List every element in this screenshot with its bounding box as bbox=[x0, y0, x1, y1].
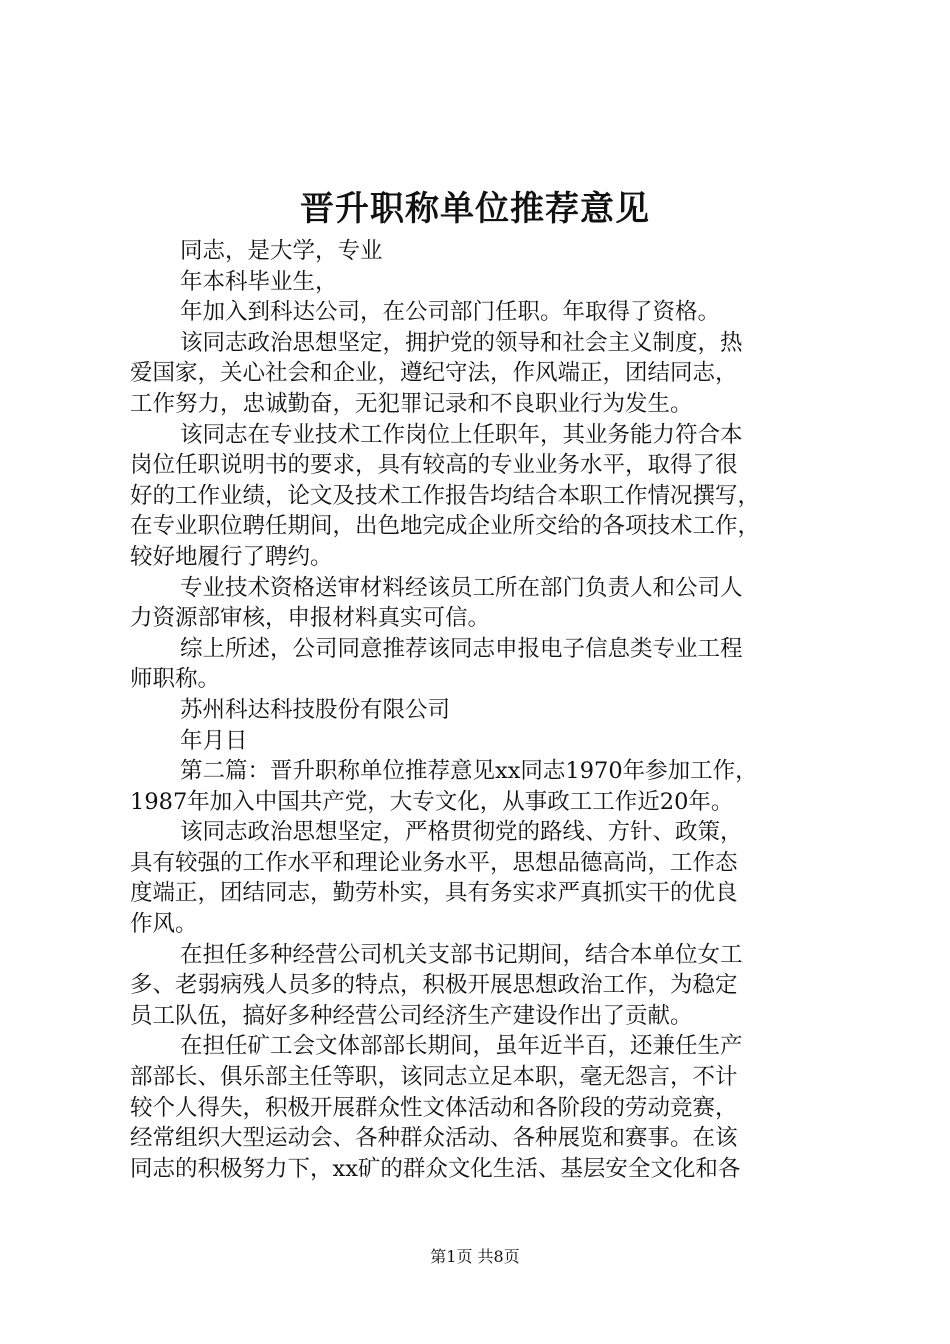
body-line: 1987年加入中国共产党，大专文化，从事政工工作近20年。 bbox=[130, 788, 734, 815]
body-line: 部部长、俱乐部主任等职，该同志立足本职，毫无怨言，不计 bbox=[130, 1064, 738, 1091]
body-line: 综上所述，公司同意推荐该同志申报电子信息类专业工程 bbox=[180, 635, 743, 662]
body-line: 该同志政治思想坚定，拥护党的领导和社会主义制度，热 bbox=[180, 329, 743, 356]
body-line: 年本科毕业生， bbox=[180, 268, 338, 295]
body-line: 同志的积极努力下，xx矿的群众文化生活、基层安全文化和各 bbox=[130, 1155, 741, 1182]
body-line: 师职称。 bbox=[130, 666, 221, 693]
body-line: 在担任矿工会文体部部长期间，虽年近半百，还兼任生产 bbox=[180, 1033, 743, 1060]
body-line: 较个人得失，积极开展群众性文体活动和各阶段的劳动竞赛， bbox=[130, 1094, 738, 1121]
body-line: 经常组织大型运动会、各种群众活动、各种展览和赛事。在该 bbox=[130, 1125, 738, 1152]
body-line: 同志，是大学，专业 bbox=[180, 238, 383, 264]
body-line: 力资源部审核，申报材料真实可信。 bbox=[130, 605, 491, 632]
body-line: 好的工作业绩，论文及技术工作报告均结合本职工作情况撰写， bbox=[130, 482, 761, 509]
page-footer: 第1页 共8页 bbox=[430, 1247, 520, 1266]
body-line: 作风。 bbox=[130, 911, 198, 938]
body-line: 在专业职位聘任期间，出色地完成企业所交给的各项技术工作， bbox=[130, 513, 761, 540]
body-line: 较好地履行了聘约。 bbox=[130, 543, 333, 570]
document-title: 晋升职称单位推荐意见 bbox=[300, 189, 650, 229]
body-line: 爱国家，关心社会和企业，遵纪守法，作风端正，团结同志， bbox=[130, 360, 738, 387]
body-line: 在担任多种经营公司机关支部书记期间，结合本单位女工 bbox=[180, 941, 743, 968]
body-line: 岗位任职说明书的要求，具有较高的专业业务水平，取得了很 bbox=[130, 452, 738, 479]
body-line: 工作努力，忠诚勤奋，无犯罪记录和不良职业行为发生。 bbox=[130, 390, 693, 417]
body-line: 多、老弱病残人员多的特点，积极开展思想政治工作，为稳定 bbox=[130, 972, 738, 999]
body-line: 苏州科达科技股份有限公司 bbox=[180, 696, 451, 723]
body-line: 年月日 bbox=[180, 727, 248, 754]
body-line: 具有较强的工作水平和理论业务水平，思想品德高尚，工作态 bbox=[130, 849, 738, 876]
body-line: 年加入到科达公司，在公司部门任职。年取得了资格。 bbox=[180, 299, 721, 326]
body-line: 度端正，团结同志，勤劳朴实，具有务实求严真抓实干的优良 bbox=[130, 880, 738, 907]
body-line: 第二篇：晋升职称单位推荐意见xx同志1970年参加工作， bbox=[180, 758, 758, 785]
body-line: 该同志在专业技术工作岗位上任职年，其业务能力符合本 bbox=[180, 421, 743, 448]
body-line: 该同志政治思想坚定，严格贯彻党的路线、方针、政策， bbox=[180, 819, 743, 846]
document-body bbox=[130, 236, 830, 1184]
body-line: 员工队伍，搞好多种经营公司经济生产建设作出了贡献。 bbox=[130, 1002, 693, 1029]
body-line: 专业技术资格送审材料经该员工所在部门负责人和公司人 bbox=[180, 574, 743, 601]
